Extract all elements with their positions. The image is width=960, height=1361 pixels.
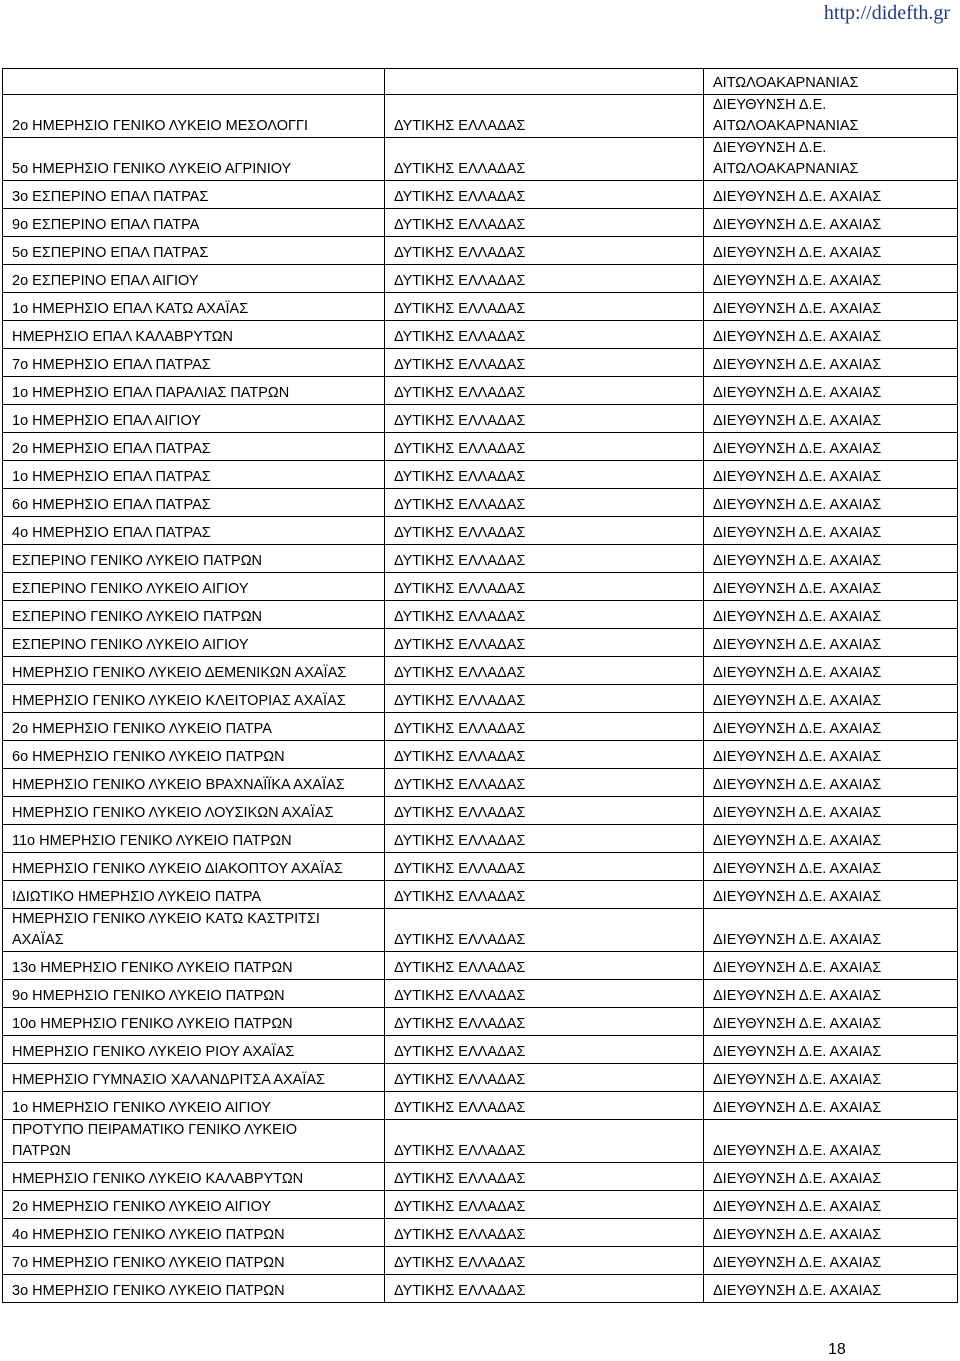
table-row <box>3 461 958 489</box>
region-cell: ΔΥΤΙΚΗΣ ΕΛΛΑΔΑΣ <box>385 1092 704 1120</box>
directorate-cell: ΔΙΕΥΘΥΝΣΗ Δ.Ε. ΑΧΑΙΑΣ <box>704 265 958 293</box>
directorate-cell: ΔΙΕΥΘΥΝΣΗ Δ.Ε. ΑΧΑΙΑΣ <box>704 209 958 237</box>
header-url-link[interactable]: http://didefth.gr <box>823 2 950 24</box>
region-cell: ΔΥΤΙΚΗΣ ΕΛΛΑΔΑΣ <box>385 377 704 405</box>
school-name-cell: 1ο ΗΜΕΡΗΣΙΟ ΕΠΑΛ ΑΙΓΙΟΥ <box>3 405 385 433</box>
school-name-cell: 5ο ΕΣΠΕΡΙΝΟ ΕΠΑΛ ΠΑΤΡΑΣ <box>3 237 385 265</box>
directorate-cell: ΔΙΕΥΘΥΝΣΗ Δ.Ε. ΑΙΤΩΛΟΑΚΑΡΝΑΝΙΑΣ <box>704 138 958 181</box>
region-cell: ΔΥΤΙΚΗΣ ΕΛΛΑΔΑΣ <box>385 349 704 377</box>
schools-table <box>2 68 958 1303</box>
table-row <box>3 545 958 573</box>
directorate-cell: ΔΙΕΥΘΥΝΣΗ Δ.Ε. ΑΧΑΙΑΣ <box>704 293 958 321</box>
table-row <box>3 797 958 825</box>
school-name-cell: ΕΣΠΕΡΙΝΟ ΓΕΝΙΚΟ ΛΥΚΕΙΟ ΠΑΤΡΩΝ <box>3 601 385 629</box>
region-cell: ΔΥΤΙΚΗΣ ΕΛΛΑΔΑΣ <box>385 853 704 881</box>
region-cell: ΔΥΤΙΚΗΣ ΕΛΛΑΔΑΣ <box>385 1036 704 1064</box>
school-name-cell: 4ο ΗΜΕΡΗΣΙΟ ΕΠΑΛ ΠΑΤΡΑΣ <box>3 517 385 545</box>
school-name-cell: 1ο ΗΜΕΡΗΣΙΟ ΕΠΑΛ ΚΑΤΩ ΑΧΑΪΑΣ <box>3 293 385 321</box>
directorate-cell: ΔΙΕΥΘΥΝΣΗ Δ.Ε. ΑΧΑΙΑΣ <box>704 1247 958 1275</box>
table-row <box>3 1219 958 1247</box>
directorate-cell: ΔΙΕΥΘΥΝΣΗ Δ.Ε. ΑΧΑΙΑΣ <box>704 881 958 909</box>
school-name-cell: ΗΜΕΡΗΣΙΟ ΓΕΝΙΚΟ ΛΥΚΕΙΟ ΛΟΥΣΙΚΩΝ ΑΧΑΪΑΣ <box>3 797 385 825</box>
directorate-cell: ΔΙΕΥΘΥΝΣΗ Δ.Ε. ΑΧΑΙΑΣ <box>704 629 958 657</box>
table-row <box>3 95 958 138</box>
table-row <box>3 293 958 321</box>
school-name-cell: ΗΜΕΡΗΣΙΟ ΓΕΝΙΚΟ ΛΥΚΕΙΟ ΒΡΑΧΝΑΪΪΚΑ ΑΧΑΪΑΣ <box>3 769 385 797</box>
directorate-cell: ΔΙΕΥΘΥΝΣΗ Δ.Ε. ΑΧΑΙΑΣ <box>704 1219 958 1247</box>
school-name-cell: ΗΜΕΡΗΣΙΟ ΓΕΝΙΚΟ ΛΥΚΕΙΟ ΡΙΟΥ ΑΧΑΪΑΣ <box>3 1036 385 1064</box>
region-cell: ΔΥΤΙΚΗΣ ΕΛΛΑΔΑΣ <box>385 517 704 545</box>
school-name-cell: ΠΡΟΤΥΠΟ ΠΕΙΡΑΜΑΤΙΚΟ ΓΕΝΙΚΟ ΛΥΚΕΙΟ ΠΑΤΡΩΝ <box>3 1120 385 1163</box>
school-name-cell: ΕΣΠΕΡΙΝΟ ΓΕΝΙΚΟ ΛΥΚΕΙΟ ΠΑΤΡΩΝ <box>3 545 385 573</box>
region-cell: ΔΥΤΙΚΗΣ ΕΛΛΑΔΑΣ <box>385 769 704 797</box>
region-cell: ΔΥΤΙΚΗΣ ΕΛΛΑΔΑΣ <box>385 1275 704 1303</box>
table-row <box>3 980 958 1008</box>
region-cell: ΔΥΤΙΚΗΣ ΕΛΛΑΔΑΣ <box>385 713 704 741</box>
table-row <box>3 405 958 433</box>
region-cell: ΔΥΤΙΚΗΣ ΕΛΛΑΔΑΣ <box>385 95 704 138</box>
region-cell: ΔΥΤΙΚΗΣ ΕΛΛΑΔΑΣ <box>385 825 704 853</box>
table-row <box>3 1008 958 1036</box>
school-name-cell: 1ο ΗΜΕΡΗΣΙΟ ΕΠΑΛ ΠΑΡΑΛΙΑΣ ΠΑΤΡΩΝ <box>3 377 385 405</box>
region-cell: ΔΥΤΙΚΗΣ ΕΛΛΑΔΑΣ <box>385 952 704 980</box>
table-row <box>3 265 958 293</box>
region-cell: ΔΥΤΙΚΗΣ ΕΛΛΑΔΑΣ <box>385 685 704 713</box>
directorate-cell: ΔΙΕΥΘΥΝΣΗ Δ.Ε. ΑΧΑΙΑΣ <box>704 1163 958 1191</box>
region-cell: ΔΥΤΙΚΗΣ ΕΛΛΑΔΑΣ <box>385 181 704 209</box>
directorate-cell: ΔΙΕΥΘΥΝΣΗ Δ.Ε. ΑΧΑΙΑΣ <box>704 573 958 601</box>
region-cell: ΔΥΤΙΚΗΣ ΕΛΛΑΔΑΣ <box>385 881 704 909</box>
directorate-cell: ΔΙΕΥΘΥΝΣΗ Δ.Ε. ΑΧΑΙΑΣ <box>704 1275 958 1303</box>
directorate-cell: ΔΙΕΥΘΥΝΣΗ Δ.Ε. ΑΧΑΙΑΣ <box>704 797 958 825</box>
school-name-cell: ΗΜΕΡΗΣΙΟ ΕΠΑΛ ΚΑΛΑΒΡΥΤΩΝ <box>3 321 385 349</box>
directorate-cell: ΔΙΕΥΘΥΝΣΗ Δ.Ε. ΑΧΑΙΑΣ <box>704 685 958 713</box>
table-row <box>3 1191 958 1219</box>
school-name-cell <box>3 69 385 95</box>
table-row <box>3 237 958 265</box>
table-row <box>3 377 958 405</box>
directorate-cell: ΔΙΕΥΘΥΝΣΗ Δ.Ε. ΑΧΑΙΑΣ <box>704 349 958 377</box>
school-name-cell: 1ο ΗΜΕΡΗΣΙΟ ΕΠΑΛ ΠΑΤΡΑΣ <box>3 461 385 489</box>
region-cell: ΔΥΤΙΚΗΣ ΕΛΛΑΔΑΣ <box>385 138 704 181</box>
school-name-cell: ΗΜΕΡΗΣΙΟ ΓΕΝΙΚΟ ΛΥΚΕΙΟ ΚΛΕΙΤΟΡΙΑΣ ΑΧΑΪΑΣ <box>3 685 385 713</box>
school-name-cell: 3ο ΗΜΕΡΗΣΙΟ ΓΕΝΙΚΟ ΛΥΚΕΙΟ ΠΑΤΡΩΝ <box>3 1275 385 1303</box>
directorate-cell: ΔΙΕΥΘΥΝΣΗ Δ.Ε. ΑΧΑΙΑΣ <box>704 1008 958 1036</box>
school-name-cell: 2ο ΗΜΕΡΗΣΙΟ ΕΠΑΛ ΠΑΤΡΑΣ <box>3 433 385 461</box>
region-cell: ΔΥΤΙΚΗΣ ΕΛΛΑΔΑΣ <box>385 321 704 349</box>
table-row <box>3 1036 958 1064</box>
directorate-cell: ΔΙΕΥΘΥΝΣΗ Δ.Ε. ΑΧΑΙΑΣ <box>704 489 958 517</box>
directorate-cell: ΔΙΕΥΘΥΝΣΗ Δ.Ε. ΑΧΑΙΑΣ <box>704 433 958 461</box>
region-cell: ΔΥΤΙΚΗΣ ΕΛΛΑΔΑΣ <box>385 433 704 461</box>
school-name-cell: 6ο ΗΜΕΡΗΣΙΟ ΓΕΝΙΚΟ ΛΥΚΕΙΟ ΠΑΤΡΩΝ <box>3 741 385 769</box>
school-name-cell: ΕΣΠΕΡΙΝΟ ΓΕΝΙΚΟ ΛΥΚΕΙΟ ΑΙΓΙΟΥ <box>3 629 385 657</box>
directorate-cell: ΔΙΕΥΘΥΝΣΗ Δ.Ε. ΑΧΑΙΑΣ <box>704 741 958 769</box>
directorate-cell: ΔΙΕΥΘΥΝΣΗ Δ.Ε. ΑΧΑΙΑΣ <box>704 377 958 405</box>
directorate-cell: ΔΙΕΥΘΥΝΣΗ Δ.Ε. ΑΧΑΙΑΣ <box>704 461 958 489</box>
school-name-cell: ΗΜΕΡΗΣΙΟ ΓΕΝΙΚΟ ΛΥΚΕΙΟ ΚΑΤΩ ΚΑΣΤΡΙΤΣΙ ΑΧΑΪΑΣ <box>3 909 385 952</box>
school-name-cell: 9ο ΕΣΠΕΡΙΝΟ ΕΠΑΛ ΠΑΤΡΑ <box>3 209 385 237</box>
directorate-cell: ΔΙΕΥΘΥΝΣΗ Δ.Ε. ΑΧΑΙΑΣ <box>704 657 958 685</box>
table-row <box>3 1064 958 1092</box>
directorate-cell: ΔΙΕΥΘΥΝΣΗ Δ.Ε. ΑΧΑΙΑΣ <box>704 952 958 980</box>
directorate-cell: ΔΙΕΥΘΥΝΣΗ Δ.Ε. ΑΧΑΙΑΣ <box>704 980 958 1008</box>
table-row <box>3 489 958 517</box>
school-name-cell: 2ο ΕΣΠΕΡΙΝΟ ΕΠΑΛ ΑΙΓΙΟΥ <box>3 265 385 293</box>
table-row <box>3 1247 958 1275</box>
school-name-cell: ΕΣΠΕΡΙΝΟ ΓΕΝΙΚΟ ΛΥΚΕΙΟ ΑΙΓΙΟΥ <box>3 573 385 601</box>
region-cell: ΔΥΤΙΚΗΣ ΕΛΛΑΔΑΣ <box>385 1191 704 1219</box>
directorate-cell: ΔΙΕΥΘΥΝΣΗ Δ.Ε. ΑΧΑΙΑΣ <box>704 601 958 629</box>
directorate-cell: ΔΙΕΥΘΥΝΣΗ Δ.Ε. ΑΧΑΙΑΣ <box>704 1064 958 1092</box>
directorate-cell: ΔΙΕΥΘΥΝΣΗ Δ.Ε. ΑΧΑΙΑΣ <box>704 1036 958 1064</box>
directorate-cell: ΔΙΕΥΘΥΝΣΗ Δ.Ε. ΑΧΑΙΑΣ <box>704 1120 958 1163</box>
school-name-cell: ΗΜΕΡΗΣΙΟ ΓΕΝΙΚΟ ΛΥΚΕΙΟ ΔΕΜΕΝΙΚΩΝ ΑΧΑΪΑΣ <box>3 657 385 685</box>
table-row <box>3 685 958 713</box>
directorate-cell: ΔΙΕΥΘΥΝΣΗ Δ.Ε. ΑΙΤΩΛΟΑΚΑΡΝΑΝΙΑΣ <box>704 95 958 138</box>
table-row <box>3 181 958 209</box>
region-cell: ΔΥΤΙΚΗΣ ΕΛΛΑΔΑΣ <box>385 1247 704 1275</box>
region-cell: ΔΥΤΙΚΗΣ ΕΛΛΑΔΑΣ <box>385 601 704 629</box>
region-cell: ΔΥΤΙΚΗΣ ΕΛΛΑΔΑΣ <box>385 405 704 433</box>
region-cell: ΔΥΤΙΚΗΣ ΕΛΛΑΔΑΣ <box>385 980 704 1008</box>
directorate-cell: ΔΙΕΥΘΥΝΣΗ Δ.Ε. ΑΧΑΙΑΣ <box>704 769 958 797</box>
region-cell: ΔΥΤΙΚΗΣ ΕΛΛΑΔΑΣ <box>385 629 704 657</box>
region-cell: ΔΥΤΙΚΗΣ ΕΛΛΑΔΑΣ <box>385 545 704 573</box>
school-name-cell: 3ο ΕΣΠΕΡΙΝΟ ΕΠΑΛ ΠΑΤΡΑΣ <box>3 181 385 209</box>
region-cell: ΔΥΤΙΚΗΣ ΕΛΛΑΔΑΣ <box>385 741 704 769</box>
table-row <box>3 1092 958 1120</box>
table-row <box>3 138 958 181</box>
region-cell: ΔΥΤΙΚΗΣ ΕΛΛΑΔΑΣ <box>385 1064 704 1092</box>
table-row <box>3 881 958 909</box>
school-name-cell: 6ο ΗΜΕΡΗΣΙΟ ΕΠΑΛ ΠΑΤΡΑΣ <box>3 489 385 517</box>
school-name-cell: 5ο ΗΜΕΡΗΣΙΟ ΓΕΝΙΚΟ ΛΥΚΕΙΟ ΑΓΡΙΝΙΟΥ <box>3 138 385 181</box>
table-row <box>3 517 958 545</box>
directorate-cell: ΔΙΕΥΘΥΝΣΗ Δ.Ε. ΑΧΑΙΑΣ <box>704 853 958 881</box>
region-cell: ΔΥΤΙΚΗΣ ΕΛΛΑΔΑΣ <box>385 237 704 265</box>
region-cell: ΔΥΤΙΚΗΣ ΕΛΛΑΔΑΣ <box>385 1163 704 1191</box>
region-cell: ΔΥΤΙΚΗΣ ΕΛΛΑΔΑΣ <box>385 1219 704 1247</box>
region-cell: ΔΥΤΙΚΗΣ ΕΛΛΑΔΑΣ <box>385 265 704 293</box>
directorate-cell: ΔΙΕΥΘΥΝΣΗ Δ.Ε. ΑΧΑΙΑΣ <box>704 909 958 952</box>
region-cell: ΔΥΤΙΚΗΣ ΕΛΛΑΔΑΣ <box>385 573 704 601</box>
table-row <box>3 433 958 461</box>
schools-table-body <box>3 69 958 1303</box>
school-name-cell: 9ο ΗΜΕΡΗΣΙΟ ΓΕΝΙΚΟ ΛΥΚΕΙΟ ΠΑΤΡΩΝ <box>3 980 385 1008</box>
table-row <box>3 629 958 657</box>
region-cell: ΔΥΤΙΚΗΣ ΕΛΛΑΔΑΣ <box>385 797 704 825</box>
table-row <box>3 825 958 853</box>
directorate-cell: ΔΙΕΥΘΥΝΣΗ Δ.Ε. ΑΧΑΙΑΣ <box>704 181 958 209</box>
school-name-cell: ΗΜΕΡΗΣΙΟ ΓΕΝΙΚΟ ΛΥΚΕΙΟ ΔΙΑΚΟΠΤΟΥ ΑΧΑΪΑΣ <box>3 853 385 881</box>
table-row <box>3 601 958 629</box>
directorate-cell: ΔΙΕΥΘΥΝΣΗ Δ.Ε. ΑΧΑΙΑΣ <box>704 321 958 349</box>
school-name-cell: ΙΔΙΩΤΙΚΟ ΗΜΕΡΗΣΙΟ ΛΥΚΕΙΟ ΠΑΤΡΑ <box>3 881 385 909</box>
directorate-cell: ΔΙΕΥΘΥΝΣΗ Δ.Ε. ΑΧΑΙΑΣ <box>704 517 958 545</box>
table-row <box>3 657 958 685</box>
table-row <box>3 853 958 881</box>
region-cell: ΔΥΤΙΚΗΣ ΕΛΛΑΔΑΣ <box>385 1120 704 1163</box>
region-cell <box>385 69 704 95</box>
directorate-cell: ΔΙΕΥΘΥΝΣΗ Δ.Ε. ΑΧΑΙΑΣ <box>704 237 958 265</box>
table-row <box>3 1275 958 1303</box>
directorate-cell: ΑΙΤΩΛΟΑΚΑΡΝΑΝΙΑΣ <box>704 69 958 95</box>
school-name-cell: 1ο ΗΜΕΡΗΣΙΟ ΓΕΝΙΚΟ ΛΥΚΕΙΟ ΑΙΓΙΟΥ <box>3 1092 385 1120</box>
directorate-cell: ΔΙΕΥΘΥΝΣΗ Δ.Ε. ΑΧΑΙΑΣ <box>704 713 958 741</box>
table-row <box>3 573 958 601</box>
directorate-cell: ΔΙΕΥΘΥΝΣΗ Δ.Ε. ΑΧΑΙΑΣ <box>704 825 958 853</box>
school-name-cell: ΗΜΕΡΗΣΙΟ ΓΕΝΙΚΟ ΛΥΚΕΙΟ ΚΑΛΑΒΡΥΤΩΝ <box>3 1163 385 1191</box>
table-row <box>3 909 958 952</box>
school-name-cell: 2ο ΗΜΕΡΗΣΙΟ ΓΕΝΙΚΟ ΛΥΚΕΙΟ ΑΙΓΙΟΥ <box>3 1191 385 1219</box>
directorate-cell: ΔΙΕΥΘΥΝΣΗ Δ.Ε. ΑΧΑΙΑΣ <box>704 1191 958 1219</box>
region-cell: ΔΥΤΙΚΗΣ ΕΛΛΑΔΑΣ <box>385 461 704 489</box>
directorate-cell: ΔΙΕΥΘΥΝΣΗ Δ.Ε. ΑΧΑΙΑΣ <box>704 1092 958 1120</box>
school-name-cell: 2ο ΗΜΕΡΗΣΙΟ ΓΕΝΙΚΟ ΛΥΚΕΙΟ ΜΕΣΟΛΟΓΓΙ <box>3 95 385 138</box>
page-number: 18 <box>828 1341 846 1358</box>
region-cell: ΔΥΤΙΚΗΣ ΕΛΛΑΔΑΣ <box>385 209 704 237</box>
table-row <box>3 321 958 349</box>
region-cell: ΔΥΤΙΚΗΣ ΕΛΛΑΔΑΣ <box>385 293 704 321</box>
school-name-cell: ΗΜΕΡΗΣΙΟ ΓΥΜΝΑΣΙΟ ΧΑΛΑΝΔΡΙΤΣΑ ΑΧΑΪΑΣ <box>3 1064 385 1092</box>
region-cell: ΔΥΤΙΚΗΣ ΕΛΛΑΔΑΣ <box>385 1008 704 1036</box>
region-cell: ΔΥΤΙΚΗΣ ΕΛΛΑΔΑΣ <box>385 909 704 952</box>
table-row <box>3 952 958 980</box>
directorate-cell: ΔΙΕΥΘΥΝΣΗ Δ.Ε. ΑΧΑΙΑΣ <box>704 405 958 433</box>
school-name-cell: 7ο ΗΜΕΡΗΣΙΟ ΕΠΑΛ ΠΑΤΡΑΣ <box>3 349 385 377</box>
table-row <box>3 209 958 237</box>
table-row <box>3 1163 958 1191</box>
school-name-cell: 10ο ΗΜΕΡΗΣΙΟ ΓΕΝΙΚΟ ΛΥΚΕΙΟ ΠΑΤΡΩΝ <box>3 1008 385 1036</box>
region-cell: ΔΥΤΙΚΗΣ ΕΛΛΑΔΑΣ <box>385 489 704 517</box>
table-row <box>3 713 958 741</box>
table-row <box>3 349 958 377</box>
directorate-cell: ΔΙΕΥΘΥΝΣΗ Δ.Ε. ΑΧΑΙΑΣ <box>704 545 958 573</box>
table-row <box>3 1120 958 1163</box>
school-name-cell: 13ο ΗΜΕΡΗΣΙΟ ΓΕΝΙΚΟ ΛΥΚΕΙΟ ΠΑΤΡΩΝ <box>3 952 385 980</box>
table-row <box>3 769 958 797</box>
table-row <box>3 741 958 769</box>
school-name-cell: 4ο ΗΜΕΡΗΣΙΟ ΓΕΝΙΚΟ ΛΥΚΕΙΟ ΠΑΤΡΩΝ <box>3 1219 385 1247</box>
school-name-cell: 11ο ΗΜΕΡΗΣΙΟ ΓΕΝΙΚΟ ΛΥΚΕΙΟ ΠΑΤΡΩΝ <box>3 825 385 853</box>
region-cell: ΔΥΤΙΚΗΣ ΕΛΛΑΔΑΣ <box>385 657 704 685</box>
school-name-cell: 2ο ΗΜΕΡΗΣΙΟ ΓΕΝΙΚΟ ΛΥΚΕΙΟ ΠΑΤΡΑ <box>3 713 385 741</box>
school-name-cell: 7ο ΗΜΕΡΗΣΙΟ ΓΕΝΙΚΟ ΛΥΚΕΙΟ ΠΑΤΡΩΝ <box>3 1247 385 1275</box>
table-row <box>3 69 958 95</box>
